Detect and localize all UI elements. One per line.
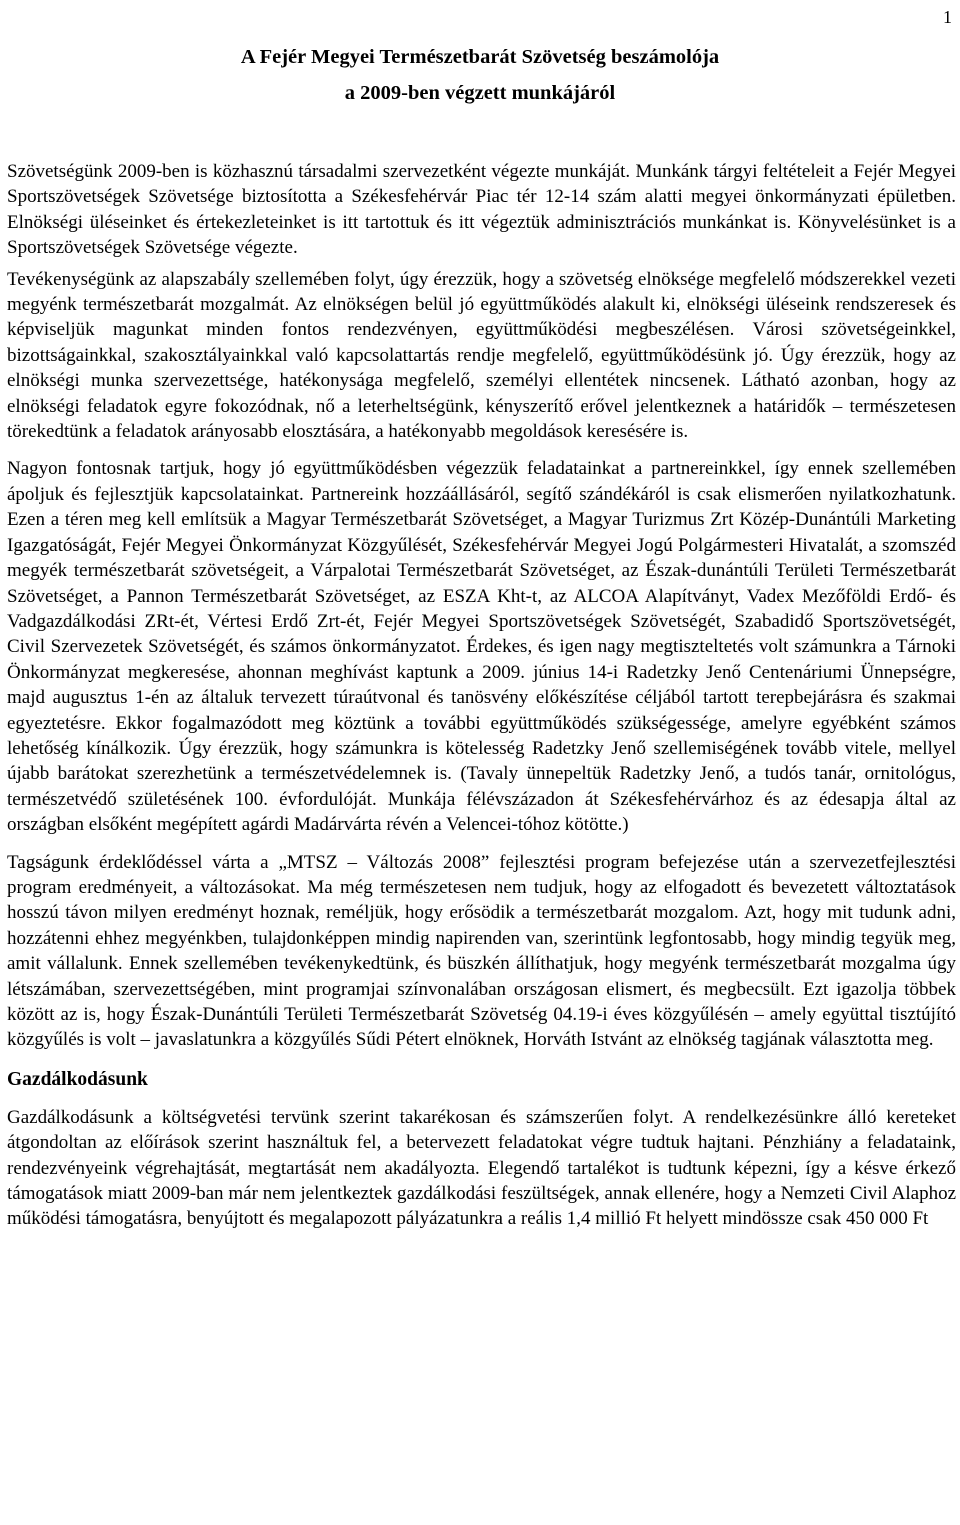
paragraph-membership: Tagságunk érdeklődéssel várta a „MTSZ – Változás 2008” fejlesztési program befejezése után a szervezetfejlesztési program eredményeit, a változásokat. Ma még természetesen nem tudjuk, hogy az elfogadott és bevezetett változtatások hosszú távon milyen eredményt hoznak, reméljük, hogy erősödik a természetbarát mozgalom. Azt, hogy mit tudunk adni, hozzátenni ehhez megyénkben, tulajdonképpen mindig napirenden van, szerintünk legfontosabb, hogy mindig tegyük meg, amit vállalunk. Ennek szellemében tevékenykedtünk, és büszkén állíthatjuk, hogy megyénk természetbarát mozgalma úgy létszámában, szervezettségében, mint programjai színvonalában országosan elismert, és megbecsült. Ezt igazolja többek között az is, hogy Észak-Dunántúli Területi Természetbarát Szövetség 04.19-i éves közgyűlésén – amely együttal tisztújító közgyűlés is volt – javaslatunkra a közgyűlés Sűdi Pétert elnöknek, Horváth Istvánt az elnökség tagjának választotta meg. (7, 851, 956, 1051)
title-line-2: a 2009-ben végzett munkájáról (344, 82, 616, 104)
paragraph-activity: Tevékenységünk az alapszabály szellemében folyt, úgy érezzük, hogy a szövetség elnöksége megfelelő módszerekkel vezeti megyénk természetbarát mozgalmát. Az elnökségen belül jó együttműködés alakult ki, elnökségi üléseink rendszeresek és képviseljük magunkat minden fontos rendezvényen, együttműködési megbeszélésen. Városi szövetségeinkkel, bizottságainkkal, szakosztályainkkal való kapcsolattartás rendje megfelelő, együttműködésünk jó. Úgy érezzük, hogy az elnökségi munka szervezettsége, hatékonysága megfelelő, személyi ellentétek nincsenek. Látható azonban, hogy az elnökségi feladatok egyre fokozódnak, nő a leterheltségünk, kényszerítő erővel jelentkeznek a határidők – természetesen törekedtünk a feladatok arányosabb elosztására, a hatékonyabb megoldások keresésére is. (7, 268, 956, 443)
page-number: 1 (943, 7, 952, 27)
document-body (7, 159, 956, 1232)
paragraph-partners: Nagyon fontosnak tartjuk, hogy jó együttműködésben végezzük feladatainkat a partnereinkkel, így ennek szellemében ápoljuk és fejlesztjük kapcsolatainkat. Partnereink hozzáállásáról, segítő szándékáról is csak elismerően nyilatkozhatunk. Ezen a téren meg kell említsük a Magyar Természetbarát Szövetséget, a Magyar Turizmus Zrt Közép-Dunántúli Marketing Igazgatóságát, Fejér Megyei Önkormányzat Közgyűlését, Székesfehérvár Megyei Jogú Polgármesteri Hivatalát, a szomszéd megyék természetbarát szövetségeit, a Várpalotai Természetbarát Szövetséget, az Észak-dunántúli Területi Természetbarát Szövetséget, a Pannon Természetbarát Szövetséget, az ESZA Kht-t, az ALCOA Alapítványt, Vadex Mezőföldi Erdő- és Vadgazdálkodási ZRt-ét, Vértesi Erdő Zrt-ét, Fejér Megyei Sportszövetségek Szövetségét, Szabadidő Sportszövetségét, Civil Szervezetek Szövetségét, és számos önkormányzatot. Érdekes, és igen nagy megtiszteltetés volt számunkra a Tárnoki Önkormányzat megkeresése, ahonnan meghívást kaptunk a 2009. június 14-i Radetzky Jenő Centenáriumi Ünnepségre, majd augusztus 1-én az általuk tervezett túraútvonal és tanösvény előkészítése céljából tartott terepbejárásra és szakmai egyeztetésre. Ekkor fogalmazódott meg köztünk a további együttműködés szükségessége, amelyre egyébként számos lehetőség kínálkozik. Úgy érezzük, hogy számunkra is kötelesség Radetzky Jenő szellemiségének tovább vitele, mellyel újabb barátokat szerezhetünk a természetvédelemnek is. (Tavaly ünnepeltük Radetzky Jenő, a tudós tanár, ornitológus, természetvédő születésének 100. évfordulóját. Munkája félévszázadon át Székesfehérvárhoz és az édesapja által az országban elsőként megépített agárdi Madárvárta révén a Velencei-tóhoz kötötte.) (7, 458, 956, 836)
paragraph-finances: Gazdálkodásunk a költségvetési tervünk szerint takarékosan és számszerűen folyt. A rendelkezésünkre álló kereteket átgondoltan az előírások szerint használtuk fel, a betervezett feladatokat végre tudtuk hajtani. Pénzhiány a feladataink, rendezvényeink végrehajtását, megtartását nem akadályozta. Elegendő tartalékot is tudtunk képezni, így a késve érkező támogatások miatt 2009-ban már nem jelentkeztek gazdálkodási feszültségek, annak ellenére, hogy a Nemzeti Civil Alaphoz működési támogatásra, benyújtott és megalapozott pályázatunkra a reális 1,4 millió Ft helyett mindössze csak 450 000 Ft (7, 1106, 956, 1230)
section-heading-finances: Gazdálkodásunk (7, 1068, 148, 1090)
document-title (0, 44, 960, 106)
title-line-1: A Fejér Megyei Természetbarát Szövetség beszámolója (240, 46, 720, 68)
paragraph-intro: Szövetségünk 2009-ben is közhasznú társadalmi szervezetként végezte munkáját. Munkánk tárgyi feltételeit a Fejér Megyei Sportszövetségek Szövetsége biztosította a Székesfehérvár Piac tér 12-14 szám alatti megyei önkormányzati épületben. Elnökségi üléseinket és értekezleteinket is itt tartottuk és itt végeztük adminisztrációs munkánkat is. Könyvelésünket is a Sportszövetségek Szövetsége végezte. (7, 161, 956, 259)
